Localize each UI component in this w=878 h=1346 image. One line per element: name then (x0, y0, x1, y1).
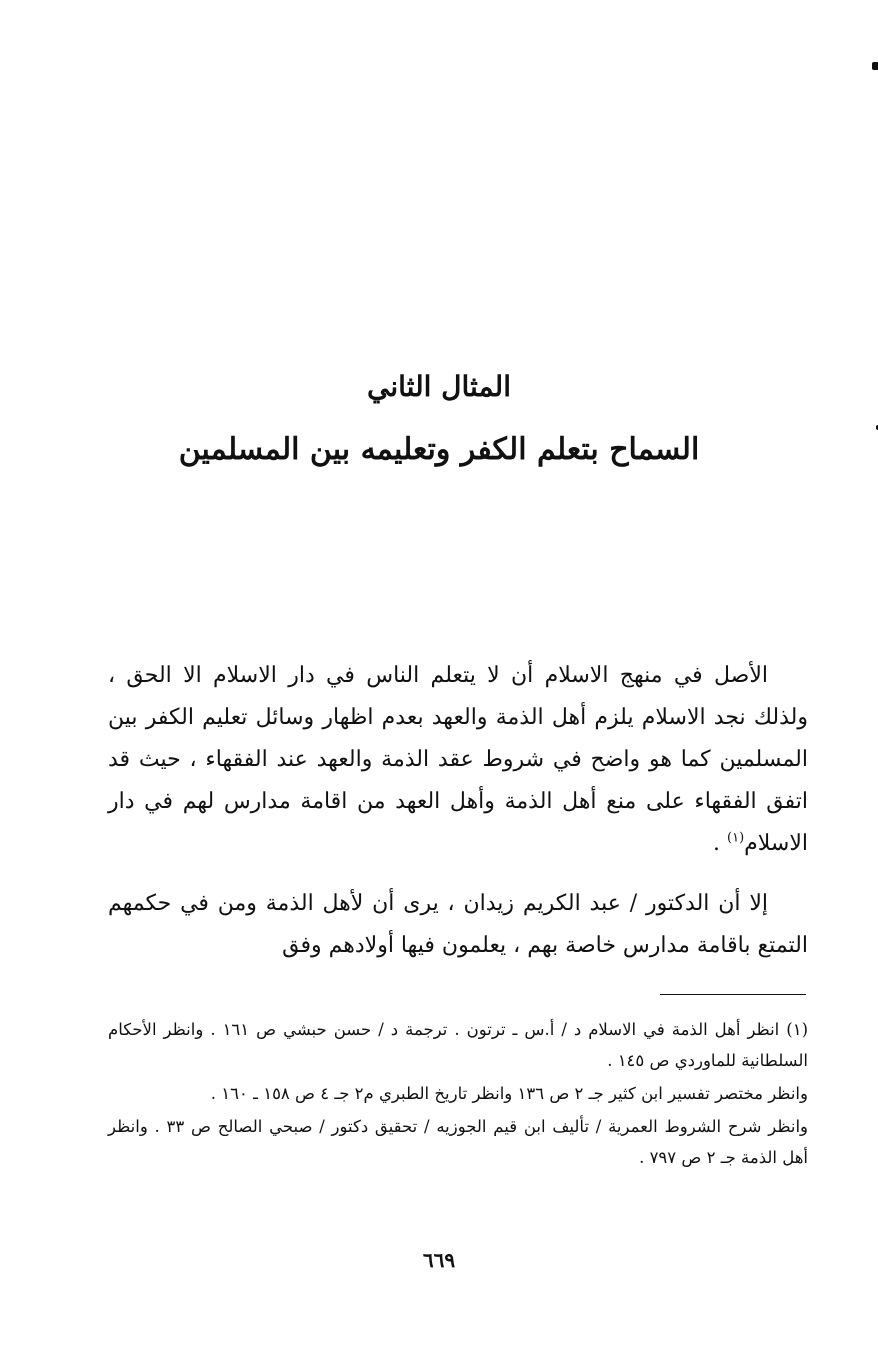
footnotes (108, 1014, 808, 1175)
paragraph-1-end: . (713, 831, 728, 856)
section-heading: المثال الثاني (367, 370, 511, 403)
footnote-2: وانظر مختصر تفسير ابن كثير جـ ٢ ص ١٣٦ وانظر تاريخ الطبري م٢ جـ ٤ ص ١٥٨ ـ ١٦٠ . (210, 1084, 808, 1103)
section-subheading: السماح بتعلم الكفر وتعليمه بين المسلمين (178, 432, 700, 467)
paragraph-1-text: الأصل في منهج الاسلام أن لا يتعلم الناس في دار الاسلام الا الحق ، ولذلك نجد الاسلام يلزم أهل الذمة والعهد بعدم اظهار وسائل تعليم الكفر بين المسلمين كما هو واضح في شروط عقد الذمة والعهد عند الفقهاء ، حيث قد اتفق الفقهاء على منع أهل الذمة وأهل العهد من اقامة مدارس لهم في دار الاسلام (108, 663, 808, 856)
paragraph-2-text: إلا أن الدكتور / عبد الكريم زيدان ، يرى أن لأهل الذمة ومن في حكمهم التمتع باقامة مدارس خاصة بهم ، يعلمون فيها أولادهم وفق (108, 891, 808, 958)
page-edge-mark (872, 62, 878, 70)
paragraph-1 (108, 655, 808, 865)
footnote-reference: (١) (727, 830, 745, 846)
page-number: ٦٦٩ (422, 1248, 456, 1272)
paragraph-2 (108, 883, 808, 967)
footnote-1: (١) انظر أهل الذمة في الاسلام د / أ.س ـ ترتون . ترجمة د / حسن حبشي ص ١٦١ . وانظر الأحكام السلطانية للماوردي ص ١٤٥ . (108, 1020, 809, 1070)
footnote-divider (660, 994, 806, 995)
footnote-3: وانظر شرح الشروط العمرية / تأليف ابن قيم الجوزيه / تحقيق دكتور / صبحي الصالح ص ٣٣ . وانظر أهل الذمة جـ ٢ ص ٧٩٧ . (108, 1117, 808, 1167)
